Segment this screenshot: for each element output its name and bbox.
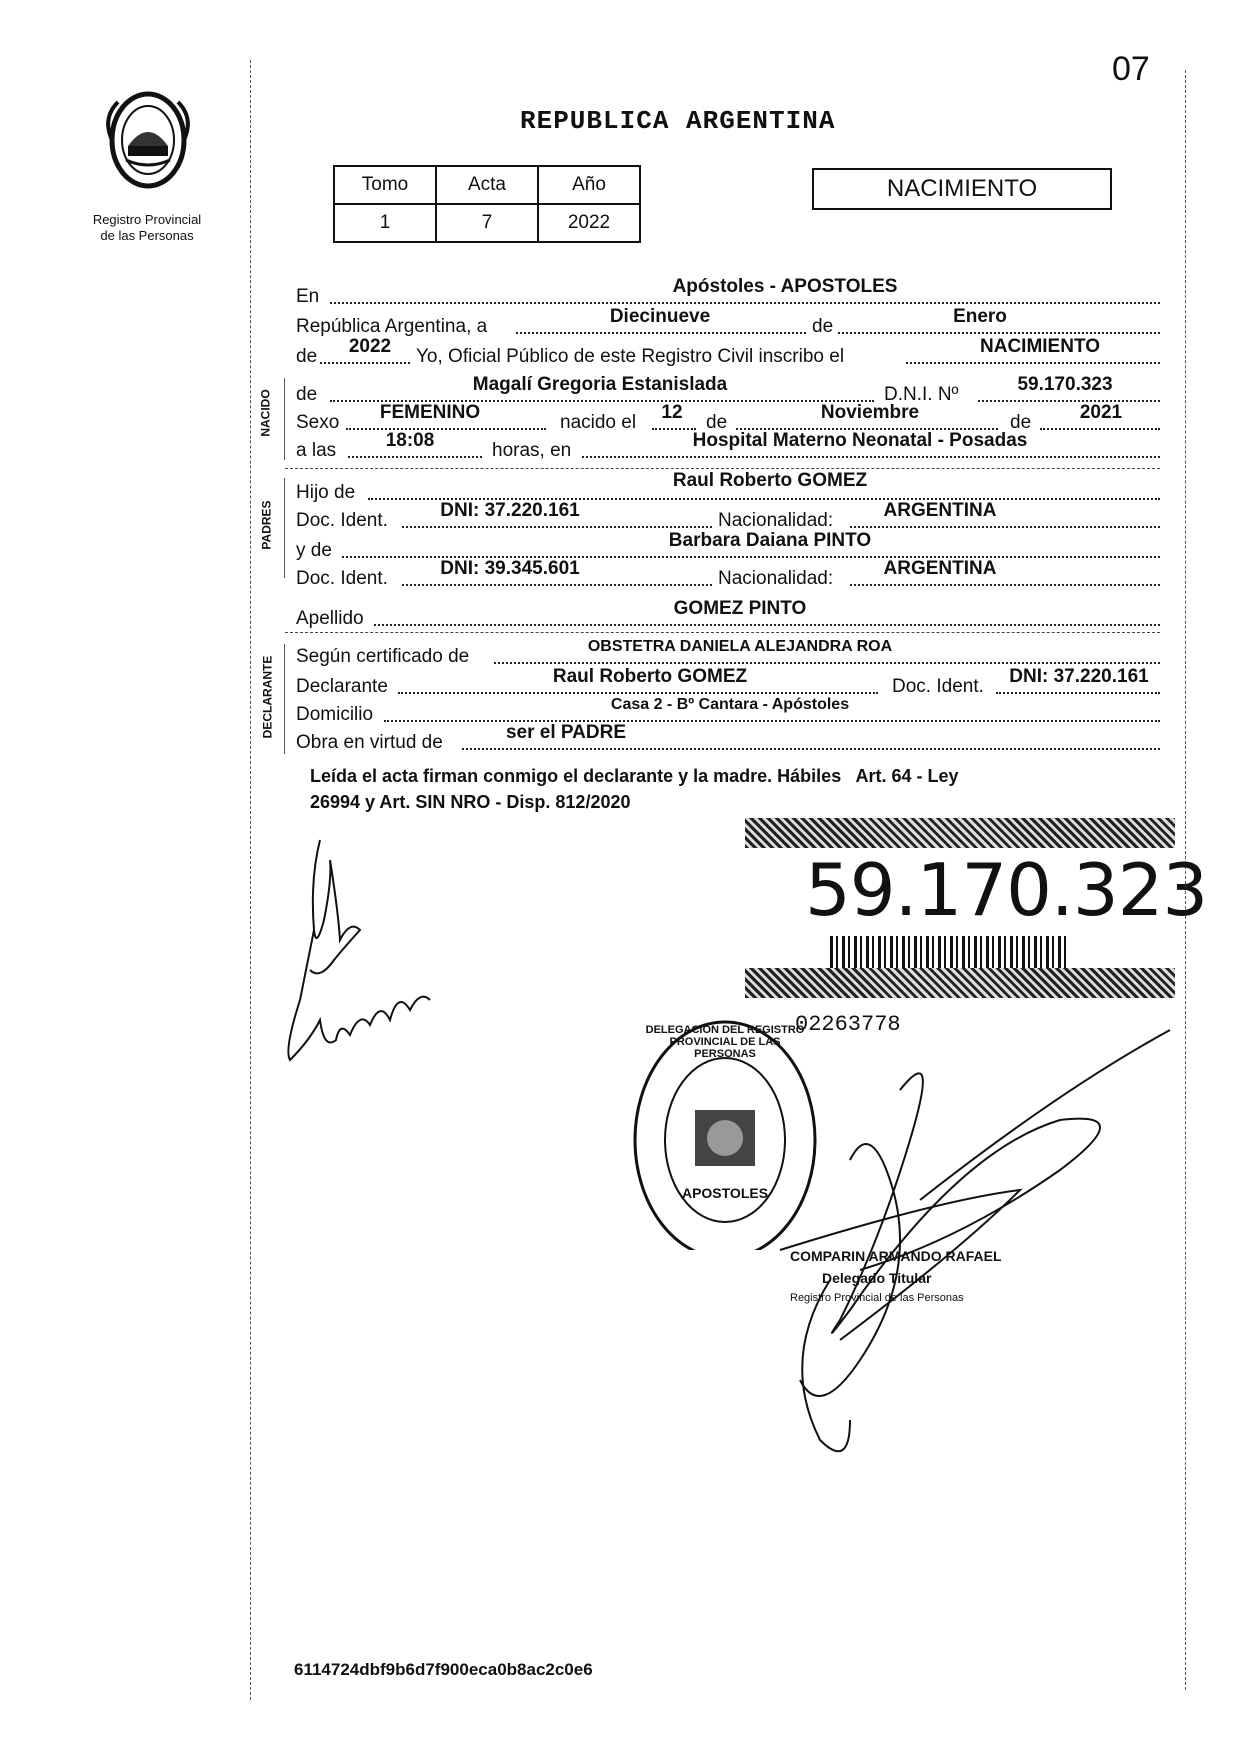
label-de-anio: de bbox=[296, 346, 318, 367]
label-doc-ident-declarante: Doc. Ident. bbox=[892, 676, 984, 697]
sticker-pattern-top bbox=[745, 818, 1175, 848]
register-table bbox=[333, 165, 641, 243]
value-obra: ser el PADRE bbox=[505, 722, 627, 743]
section-line-nacido bbox=[284, 378, 285, 460]
value-lugar: Apóstoles - APOSTOLES bbox=[672, 276, 898, 297]
seal-ring-text: DELEGACION DEL REGISTRO PROVINCIAL DE LAS PERSONAS bbox=[645, 1024, 805, 1060]
label-doc-ident-padre: Doc. Ident. bbox=[296, 510, 388, 531]
value-declarante-doc: DNI: 37.220.161 bbox=[1009, 666, 1149, 687]
dots-padre-doc bbox=[402, 526, 712, 528]
value-nombre: Magalí Gregoria Estanislada bbox=[472, 374, 728, 395]
separator-2 bbox=[285, 632, 1160, 633]
value-dni: 59.170.323 bbox=[1017, 374, 1113, 395]
label-nacionalidad-madre: Nacionalidad: bbox=[718, 568, 834, 589]
dots-declarante-doc bbox=[996, 692, 1160, 694]
closing-text-2: 26994 y Art. SIN NRO - Disp. 812/2020 bbox=[310, 792, 631, 812]
value-nac-mes: Noviembre bbox=[820, 402, 920, 423]
value-madre-nac: ARGENTINA bbox=[883, 558, 997, 579]
label-en: En bbox=[296, 286, 320, 307]
label-segun: Según certificado de bbox=[296, 646, 470, 667]
label-nacionalidad-padre: Nacionalidad: bbox=[718, 510, 834, 531]
value-mes: Enero bbox=[953, 306, 1007, 327]
value-lugar-nac: Hospital Materno Neonatal - Posadas bbox=[692, 430, 1028, 451]
label-domicilio: Domicilio bbox=[296, 704, 374, 725]
value-sexo: FEMENINO bbox=[379, 402, 481, 423]
value-tomo: 1 bbox=[334, 204, 436, 242]
org-name-line2: de las Personas bbox=[100, 228, 194, 243]
dots-en bbox=[330, 302, 1160, 304]
label-hijo-de: Hijo de bbox=[296, 482, 356, 503]
dni-sticker bbox=[745, 818, 1208, 998]
label-de-mes: de bbox=[812, 316, 834, 337]
value-declarante: Raul Roberto GOMEZ bbox=[552, 666, 748, 687]
label-declarante: Declarante bbox=[296, 676, 388, 697]
act-type-box: NACIMIENTO bbox=[812, 168, 1112, 210]
page-title: REPUBLICA ARGENTINA bbox=[520, 106, 836, 136]
serial-number: 02263778 bbox=[795, 1012, 901, 1037]
label-dni: D.N.I. Nº bbox=[884, 384, 959, 405]
officer-title: Delegado Titular bbox=[822, 1270, 932, 1286]
dots-dia bbox=[516, 332, 806, 334]
value-acta: 7 bbox=[436, 204, 538, 242]
dots-anio bbox=[320, 362, 410, 364]
dots-apellido bbox=[374, 624, 1160, 626]
dots-madre-nac bbox=[850, 584, 1160, 586]
label-obra: Obra en virtud de bbox=[296, 732, 443, 753]
header-anio: Año bbox=[538, 166, 640, 204]
side-label-padres: PADRES bbox=[259, 500, 274, 550]
label-republica: República Argentina, a bbox=[296, 316, 488, 337]
header-acta: Acta bbox=[436, 166, 538, 204]
dots-declarante bbox=[398, 692, 878, 694]
label-a-las: a las bbox=[296, 440, 337, 461]
declarant-signature bbox=[280, 820, 480, 1080]
value-madre: Barbara Daiana PINTO bbox=[668, 530, 872, 551]
province-seal-icon bbox=[98, 88, 198, 198]
label-horas-en: horas, en bbox=[492, 440, 572, 461]
section-line-padres bbox=[284, 478, 285, 578]
section-line-declarante bbox=[284, 644, 285, 754]
value-domicilio: Casa 2 - Bº Cantara - Apóstoles bbox=[610, 696, 850, 713]
dots-padre-nac bbox=[850, 526, 1160, 528]
value-padre-doc: DNI: 37.220.161 bbox=[440, 500, 580, 521]
value-anio: 2022 bbox=[348, 336, 392, 357]
label-sexo: Sexo bbox=[296, 412, 340, 433]
value-padre: Raul Roberto GOMEZ bbox=[672, 470, 868, 491]
dots-madre-doc bbox=[402, 584, 712, 586]
side-label-nacido: NACIDO bbox=[258, 389, 273, 437]
seal-city: APOSTOLES bbox=[681, 1185, 769, 1201]
dots-hora bbox=[348, 456, 482, 458]
label-de2: de bbox=[706, 412, 728, 433]
province-logo bbox=[98, 88, 198, 198]
separator-1 bbox=[285, 468, 1160, 469]
value-madre-doc: DNI: 39.345.601 bbox=[440, 558, 580, 579]
page-number: 07 bbox=[1112, 50, 1150, 88]
label-de3: de bbox=[1010, 412, 1032, 433]
label-doc-ident-madre: Doc. Ident. bbox=[296, 568, 388, 589]
side-label-declarante: DECLARANTE bbox=[260, 655, 275, 739]
officer-org: Registro Provincial de las Personas bbox=[790, 1292, 964, 1304]
dots-obra bbox=[462, 748, 1160, 750]
label-y-de: y de bbox=[296, 540, 332, 561]
org-name-line1: Registro Provincial bbox=[92, 212, 202, 227]
closing-text-1: Leída el acta firman conmigo el declarante y la madre. Hábiles Art. 64 - Ley bbox=[310, 766, 959, 786]
dots-mes bbox=[838, 332, 1160, 334]
dots-lugar-nac bbox=[582, 456, 1160, 458]
value-anio: 2022 bbox=[538, 204, 640, 242]
dots-certificado bbox=[494, 662, 1160, 664]
value-hora: 18:08 bbox=[385, 430, 435, 451]
footer-hash: 6114724dbf9b6d7f900eca0b8ac2c0e6 bbox=[294, 1660, 593, 1679]
value-padre-nac: ARGENTINA bbox=[883, 500, 997, 521]
dni-sticker-number: 59.170.323 bbox=[805, 848, 1208, 932]
officer-name: COMPARIN ARMANDO RAFAEL bbox=[790, 1248, 1002, 1264]
label-de-nombre: de bbox=[296, 384, 318, 405]
value-nac-dia: 12 bbox=[661, 402, 683, 423]
value-certificado: OBSTETRA DANIELA ALEJANDRA ROA bbox=[587, 638, 893, 655]
value-tipo: NACIMIENTO bbox=[980, 336, 1100, 357]
value-dia: Diecinueve bbox=[609, 306, 711, 327]
value-nac-anio: 2021 bbox=[1079, 402, 1123, 423]
label-apellido: Apellido bbox=[296, 608, 364, 629]
sticker-pattern-bottom bbox=[745, 968, 1175, 998]
header-tomo: Tomo bbox=[334, 166, 436, 204]
label-yo: Yo, Oficial Público de este Registro Civil inscribo el bbox=[416, 346, 845, 367]
label-nacido-el: nacido el bbox=[560, 412, 637, 433]
margin-line bbox=[250, 60, 251, 1700]
dots-tipo bbox=[906, 362, 1160, 364]
value-apellido: GOMEZ PINTO bbox=[673, 598, 807, 619]
